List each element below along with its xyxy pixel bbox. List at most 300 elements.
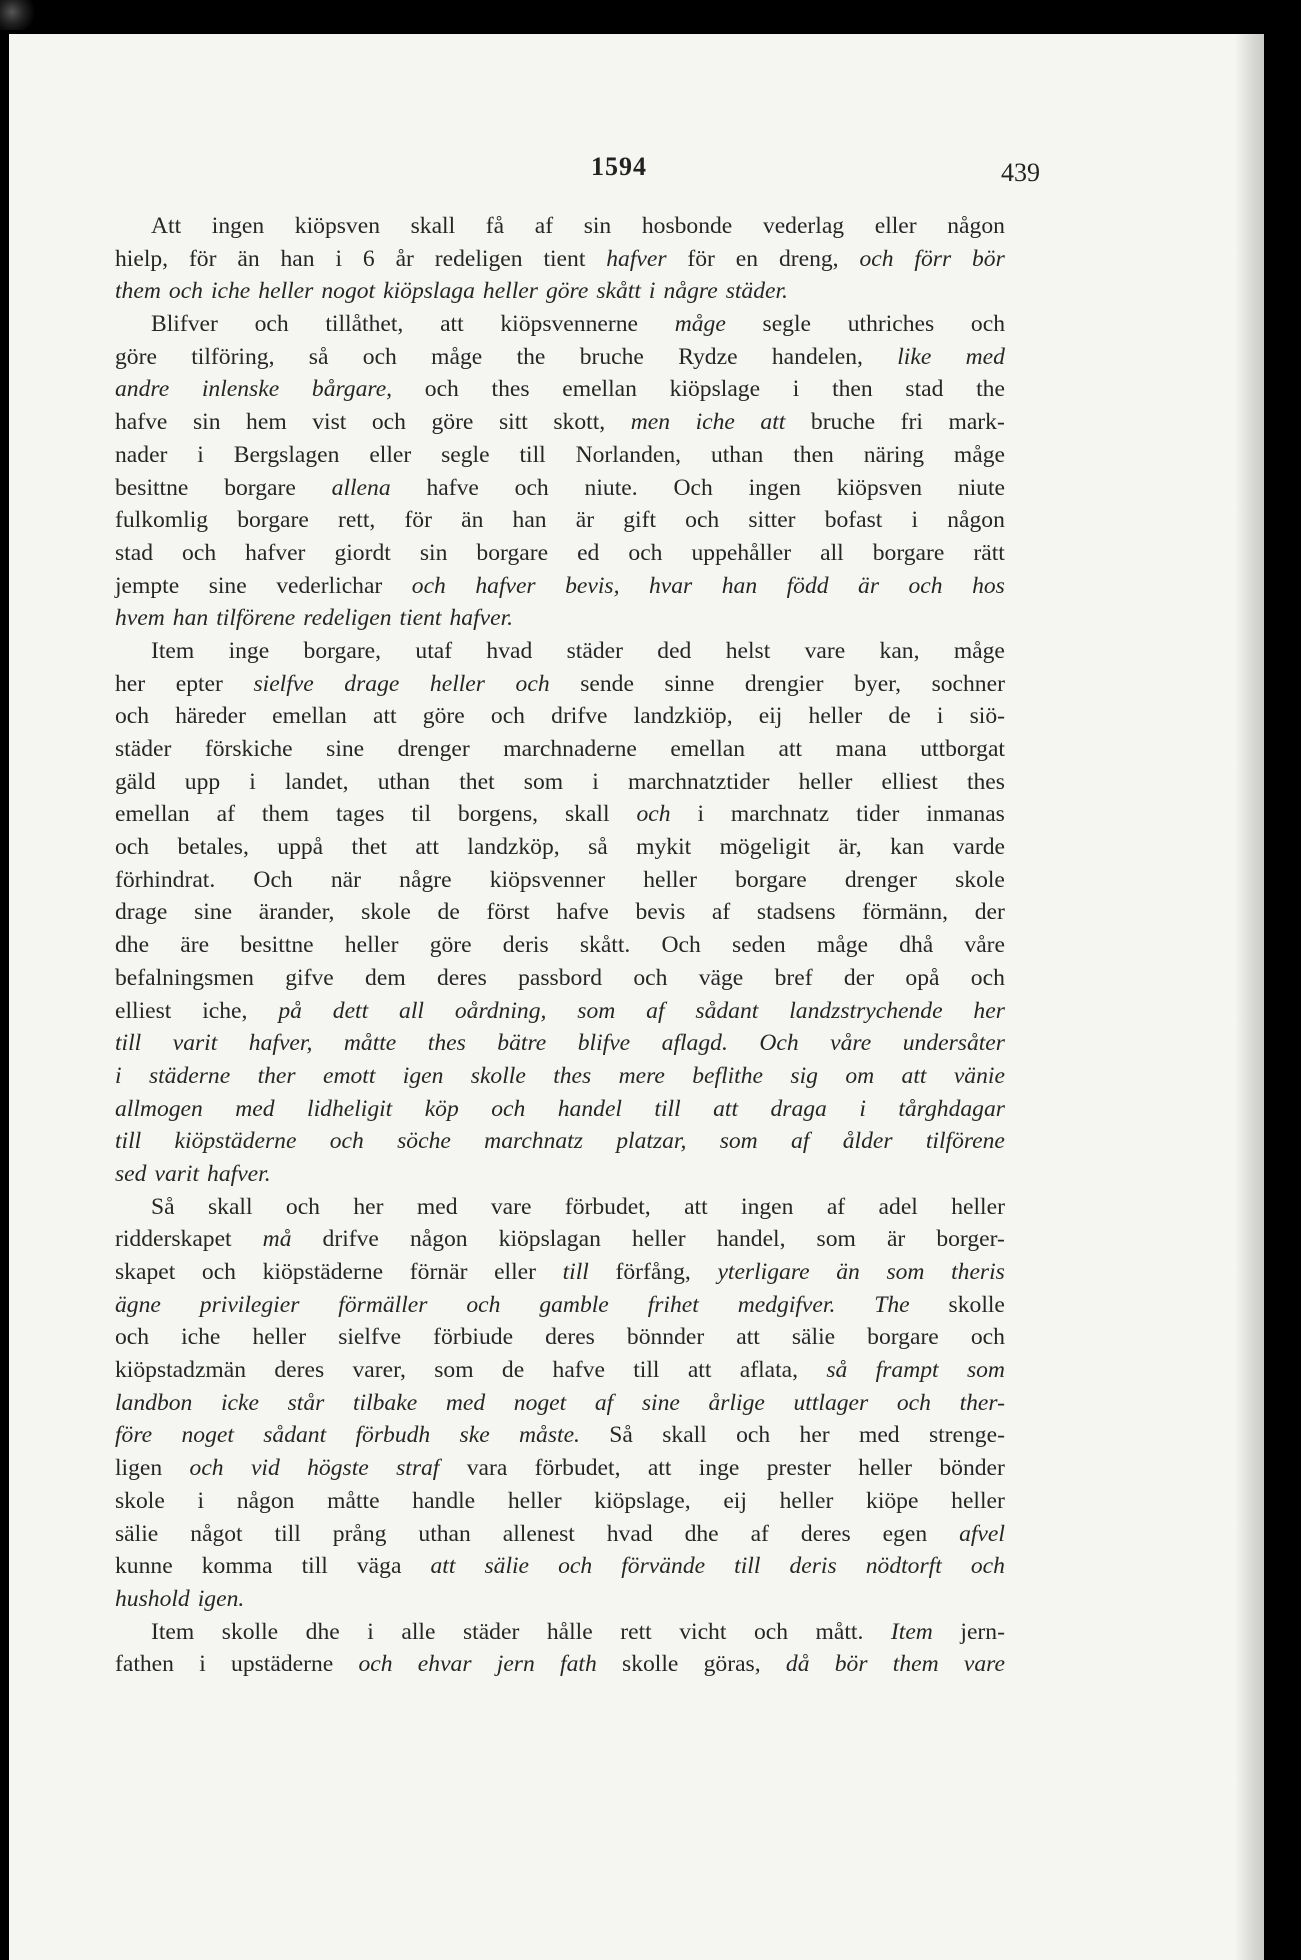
roman-text: som [523,768,564,795]
italic-text: så [826,1357,848,1384]
roman-text: inge [228,637,270,664]
word [352,1354,405,1387]
roman-text: til [411,801,431,828]
roman-text: kiöpstäderne [262,1259,384,1285]
word [249,766,256,799]
roman-text: när [330,866,362,893]
italic-text: straf [396,1455,440,1482]
roman-text: deres [274,1357,325,1384]
italic-text: hafver, [248,1030,313,1057]
word [909,570,943,603]
roman-text: prester [766,1455,831,1482]
italic-text: landzstrychende [789,997,943,1024]
roman-text: jern- [960,1618,1005,1645]
roman-text: betales, [177,834,249,861]
word [866,1550,942,1583]
roman-text: någon [236,1487,295,1514]
word [418,1518,470,1551]
word [115,962,254,995]
word [595,1387,613,1420]
page-gutter-shadow [1236,34,1264,1960]
roman-text: tient [543,245,586,272]
italic-text: tient [399,605,442,632]
word [202,373,279,406]
roman-text: sälie [115,1520,159,1547]
roman-text: vicht [679,1618,727,1645]
roman-text: the [516,343,546,370]
word [580,929,630,962]
word [580,668,634,701]
word [619,1060,665,1093]
roman-text: måge [431,343,483,370]
roman-text: och [254,311,289,338]
italic-text: frihet [647,1291,699,1318]
text-line [115,929,1005,962]
italic-text: städer. [725,278,788,305]
word [578,1027,630,1060]
word [500,308,638,341]
word [903,1027,1005,1060]
roman-text: eller [369,441,412,468]
word [708,1387,764,1420]
word [835,1648,868,1681]
text-line [115,896,1005,929]
italic-text: vänie [953,1062,1005,1089]
italic-text: frampt [875,1357,939,1384]
word [327,1485,379,1518]
roman-text: stad [115,539,154,566]
roman-text: stadsens [756,899,836,926]
roman-text: kiöpe [866,1487,919,1514]
text-line [115,1648,1005,1681]
roman-text: i [367,1618,374,1645]
word [670,733,745,766]
roman-text: vederlag [762,213,845,239]
roman-text: segle [762,311,811,338]
italic-text: nogot [321,278,376,305]
word [398,733,470,766]
word [789,995,942,1028]
word [240,929,313,962]
word [890,831,924,864]
roman-text: hosbonde [641,213,733,239]
italic-text: iche [210,278,251,305]
word [410,1256,468,1289]
roman-text: sitt [498,409,528,436]
word [657,635,691,668]
roman-text: komma [201,1553,273,1580]
italic-text: och [168,278,203,305]
word [960,1616,1005,1649]
text-line [115,1256,1005,1289]
word [330,1125,364,1158]
roman-text: kiöpsvenner [489,866,606,893]
italic-text: The [874,1291,910,1318]
italic-text: bör [834,1651,868,1678]
word [817,929,868,962]
text-line [115,962,1005,995]
word [642,1387,680,1420]
italic-text: måtte [343,1030,397,1057]
roman-text: hvad [606,1520,653,1547]
roman-text: och [633,964,668,991]
word [971,962,1005,995]
italic-text: i [648,278,656,305]
word [687,243,715,276]
roman-text: någon [947,213,1005,239]
roman-text: förbudet, [534,1455,621,1482]
roman-text: then [832,376,873,403]
roman-text: heller [808,703,863,730]
italic-text: årlige [708,1389,765,1416]
word [711,439,763,472]
word [367,1616,374,1649]
word [115,668,145,701]
roman-text: sinne [664,670,715,697]
word [964,929,1005,962]
word [763,308,811,341]
italic-text: till [654,1095,681,1122]
header-year: 1594 [591,152,647,181]
word [817,1223,856,1256]
word [412,1485,475,1518]
word [736,1321,760,1354]
word [588,831,608,864]
italic-text: sådant [695,997,759,1024]
word [193,406,221,439]
word [399,995,424,1028]
word [396,1452,439,1485]
word [958,472,1005,505]
word [684,1191,708,1224]
roman-text: drifve [551,703,608,730]
roman-text: ingen [741,1193,794,1220]
roman-text: att [647,1455,672,1482]
roman-text: skall [410,213,456,239]
word [964,1648,1005,1681]
roman-text: borgare [872,539,945,566]
word [499,406,528,439]
italic-text: icke [220,1389,259,1416]
roman-text: allenest [502,1520,575,1547]
word [307,1093,392,1126]
roman-text: och [970,311,1005,338]
word [295,210,380,243]
word [415,635,452,668]
italic-text: hafver. [207,1160,271,1187]
word [207,1158,271,1191]
word [646,995,664,1028]
word [799,766,853,799]
roman-text: heller [858,1455,912,1482]
word [484,1125,583,1158]
word [115,929,149,962]
word [435,243,523,276]
word [622,1648,678,1681]
italic-text: bevis, [565,572,620,599]
word [862,896,948,929]
roman-text: någre [399,866,452,893]
word [486,210,504,243]
word [726,635,771,668]
word [417,1191,458,1224]
roman-text: i [911,507,919,534]
word [516,668,550,701]
italic-text: skolle [470,1062,526,1089]
italic-text: redeligen [303,605,392,632]
word [231,1648,333,1681]
word [661,929,700,962]
word [437,962,487,995]
italic-text: att [901,1062,927,1089]
roman-text: drengier [744,670,824,697]
word [628,766,769,799]
roman-text: i [199,1651,206,1678]
italic-text: inlenske [201,376,280,403]
roman-text: upp [184,768,221,795]
word [874,1289,909,1322]
word [515,472,549,505]
roman-text: thet [459,768,495,795]
roman-text: eij [723,1487,747,1514]
roman-text: hafve [426,474,479,501]
word [800,1419,830,1452]
word [517,341,546,374]
word [951,1485,1005,1518]
word [222,1616,278,1649]
word [767,1452,831,1485]
roman-text: Att [151,213,182,239]
word [446,1387,485,1420]
word [970,700,1005,733]
roman-text: att [778,736,803,762]
roman-text: och [424,376,459,403]
roman-text: ridderskapet [115,1226,232,1253]
word [584,210,612,243]
roman-text: der [843,964,875,991]
word [793,373,800,406]
text-line [115,1419,1005,1452]
roman-text: Blifver [151,311,218,338]
roman-text: en [735,245,759,272]
italic-text: tårghdagar [898,1095,1005,1122]
roman-text: ärander, [258,899,335,926]
word [115,733,171,766]
word [182,537,216,570]
text-line [115,1518,1005,1551]
word [939,1452,1005,1485]
word [115,1289,161,1322]
word [717,1256,809,1289]
word [303,602,391,635]
word [205,733,293,766]
word [932,668,1005,701]
roman-text: skall [564,801,610,828]
italic-text: men [630,409,671,436]
roman-text: uthan [710,441,764,468]
italic-text: handel [557,1095,622,1122]
word [151,1616,194,1649]
word [430,668,485,701]
roman-text: i [197,441,204,468]
word [820,537,844,570]
roman-text: ded [657,637,692,664]
word [433,1321,513,1354]
word [562,373,637,406]
roman-text: och [514,474,549,501]
roman-text: vederlichar [276,572,383,599]
roman-text: Norlanden, [575,441,682,468]
word [275,1518,301,1551]
word [503,1518,575,1551]
roman-text: hafve [115,409,168,436]
word [631,406,670,439]
roman-text: skolle [622,1651,679,1678]
italic-text: sådant [263,1422,327,1449]
word [115,1354,246,1387]
word [936,1223,1005,1256]
word [836,733,887,766]
word [281,243,315,276]
roman-text: besittne [115,474,189,501]
italic-text: förbudh [355,1422,431,1449]
word [722,570,757,603]
word [736,243,758,276]
text-line [115,635,1005,668]
word [272,700,347,733]
roman-text: landet, [285,768,349,795]
word [793,439,834,472]
word [357,1550,402,1583]
roman-text: ingen [211,213,265,239]
text-line [115,1191,1005,1224]
roman-text: i [697,801,704,828]
word [854,668,901,701]
word [490,864,605,897]
roman-text: sende [580,670,634,697]
word [696,406,735,439]
word [423,700,465,733]
word [344,668,399,701]
text-line [115,602,1005,635]
roman-text: kan, [879,637,920,664]
italic-text: och [970,1553,1005,1580]
word [905,962,939,995]
word [355,1419,430,1452]
roman-text: borgare [476,539,549,566]
roman-text: emellan [115,801,190,828]
italic-text: emott [322,1062,376,1089]
word [286,1191,320,1224]
word [450,602,514,635]
roman-text: och [115,1324,150,1351]
word [259,896,335,929]
word [565,1191,651,1224]
word [678,341,737,374]
italic-text: privilegier [199,1291,300,1318]
word [787,570,829,603]
word [430,929,472,962]
word [378,766,430,799]
word [399,864,451,897]
roman-text: marchnatz [730,801,830,828]
italic-text: hushold [115,1585,190,1612]
roman-text: i [592,768,599,795]
italic-text: köp [424,1095,459,1122]
word [648,1452,672,1485]
word [881,766,937,799]
word [115,1648,174,1681]
text-line [115,831,1005,864]
word [336,798,384,831]
word [332,472,391,505]
text-line [115,472,1005,505]
roman-text: förmänn, [862,899,949,926]
word [431,341,482,374]
roman-text: heller [951,1487,1005,1514]
roman-text: tages [335,801,385,828]
word [249,1027,313,1060]
word [864,439,924,472]
word [216,602,295,635]
word [867,1321,939,1354]
roman-text: näring [863,441,925,468]
word [420,537,448,570]
word [224,472,296,505]
word [959,1518,1005,1551]
word [558,1093,622,1126]
italic-text: och [189,1455,224,1482]
roman-text: bruche [579,343,644,370]
roman-text: sochner [931,670,1005,697]
word [790,1060,818,1093]
word [312,373,392,406]
word [576,504,594,537]
word [859,1419,900,1452]
roman-text: eij [758,703,783,730]
roman-text: äre [180,932,210,959]
word [567,635,623,668]
roman-text: förbiude [433,1324,514,1351]
roman-text: de [888,703,911,730]
word [809,700,863,733]
italic-text: sälie [484,1553,530,1580]
roman-text: emellan [562,376,637,403]
italic-text: bårgare, [311,376,393,403]
word [535,1452,621,1485]
roman-text: och [182,539,217,566]
italic-text: och [558,1553,593,1580]
roman-text: all [820,539,844,566]
word [845,864,917,897]
roman-text: sine [326,736,365,762]
word [418,1648,472,1681]
roman-text: så [308,343,329,370]
word [396,243,414,276]
italic-text: med [235,1095,275,1122]
roman-text: tillåthet, [325,311,404,338]
roman-text: handle [412,1487,476,1514]
roman-text: måtte [327,1487,380,1514]
roman-text: kiöpslagan [498,1226,601,1253]
roman-text: göre [422,703,465,730]
roman-text: eller [874,213,917,239]
roman-text: att [684,1193,708,1220]
word [741,1191,793,1224]
roman-text: drage [115,899,168,926]
word [720,831,810,864]
word [334,537,390,570]
